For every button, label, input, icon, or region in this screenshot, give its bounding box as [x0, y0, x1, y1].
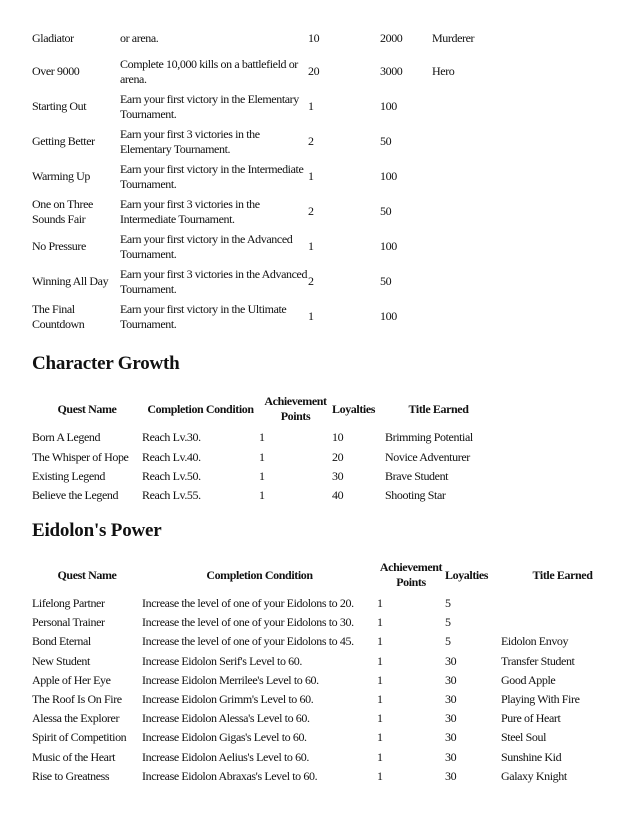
cell-name: Starting Out: [32, 99, 87, 113]
cell-name: Born A Legend: [32, 430, 101, 445]
cell-name: Lifelong Partner: [32, 596, 105, 611]
cell-title: Steel Soul: [501, 730, 547, 745]
cell-points: 1: [377, 653, 383, 668]
cell-loyalties: 5: [445, 596, 451, 611]
cell-loyalties: 5: [445, 634, 451, 649]
table-header-row: [32, 556, 624, 594]
cell-loyalties: 40: [332, 488, 344, 503]
cell-name: Existing Legend: [32, 468, 105, 483]
cell-title: Shooting Star: [385, 488, 446, 503]
cell-loyalties: 20: [332, 449, 344, 464]
cell-points: 1: [377, 672, 383, 687]
table-row: [32, 767, 624, 786]
cell-condition: Reach Lv.40.: [142, 449, 201, 464]
cell-condition: Complete 10,000 kills on a battlefield or arena.: [120, 56, 298, 86]
cell-points: 10: [308, 30, 320, 45]
cell-condition: Increase Eidolon Abraxas's Level to 60.: [142, 768, 318, 783]
cell-condition: Increase Eidolon Aelius's Level to 60.: [142, 749, 309, 764]
cell-condition: Increase Eidolon Gigas's Level to 60.: [142, 730, 307, 745]
cell-condition: Earn your first victory in the Intermediate Tournament.: [120, 161, 304, 191]
cell-condition: Reach Lv.30.: [142, 430, 201, 445]
cell-points: 1: [377, 615, 383, 630]
table-row: [32, 194, 622, 229]
cell-points: 1: [259, 430, 265, 445]
cell-points: 2: [308, 274, 314, 288]
header-quest-name: Quest Name: [57, 567, 117, 582]
quest-table-eidolons-power-body: [32, 594, 624, 786]
header-loyalties: Loyalties: [332, 401, 376, 416]
cell-points: 1: [377, 711, 383, 726]
quest-table-character-growth-body: [32, 428, 492, 506]
cell-loyalties: 5: [445, 615, 451, 630]
cell-title: [432, 299, 622, 334]
table-row: [32, 486, 492, 505]
cell-points: 2: [308, 134, 314, 148]
cell-name: No Pressure: [32, 239, 86, 253]
cell-loyalties: 30: [445, 768, 457, 783]
cell-condition: Increase the level of one of your Eidolons to 45.: [142, 634, 354, 649]
header-completion-condition: Completion Condition: [147, 401, 254, 416]
cell-condition: or arena.: [120, 30, 159, 45]
table-row: [32, 709, 624, 728]
cell-condition: Increase the level of one of your Eidolons to 20.: [142, 596, 354, 611]
table-row: [32, 632, 624, 651]
cell-title: Pure of Heart: [501, 711, 561, 726]
cell-loyalties: 100: [380, 99, 397, 113]
cell-title: Playing With Fire: [501, 692, 580, 707]
table-row: [32, 124, 622, 159]
cell-title: Sunshine Kid: [501, 749, 562, 764]
cell-loyalties: 100: [380, 309, 397, 323]
cell-condition: Earn your first 3 victories in the Advanced Tournament.: [120, 266, 308, 296]
cell-name: Winning All Day: [32, 274, 109, 288]
cell-points: 1: [377, 634, 383, 649]
cell-name: New Student: [32, 653, 90, 668]
cell-condition: Earn your first victory in the Advanced Tournament.: [120, 231, 293, 261]
cell-name: Personal Trainer: [32, 615, 105, 630]
cell-title: Hero: [432, 64, 455, 78]
table-row: [32, 159, 622, 194]
cell-points: 1: [377, 749, 383, 764]
table-row: [32, 229, 622, 264]
cell-points: 1: [259, 449, 265, 464]
cell-title: Eidolon Envoy: [501, 634, 569, 649]
cell-name: The Final Countdown: [32, 301, 85, 331]
cell-loyalties: 30: [332, 468, 344, 483]
cell-title: [432, 194, 622, 229]
cell-title: Transfer Student: [501, 653, 575, 668]
cell-loyalties: 30: [445, 711, 457, 726]
header-loyalties: Loyalties: [445, 567, 489, 582]
cell-name: Gladiator: [32, 30, 74, 45]
cell-title: Galaxy Knight: [501, 768, 567, 783]
cell-points: 1: [308, 99, 314, 113]
cell-name: Music of the Heart: [32, 749, 116, 764]
quest-table-character-growth: [32, 390, 492, 506]
quest-table-battle-body: [32, 22, 622, 334]
cell-condition: Increase Eidolon Merrilee's Level to 60.: [142, 672, 319, 687]
cell-loyalties: 30: [445, 730, 457, 745]
cell-loyalties: 30: [445, 749, 457, 764]
cell-condition: Reach Lv.50.: [142, 468, 201, 483]
cell-loyalties: 30: [445, 692, 457, 707]
cell-points: 1: [377, 692, 383, 707]
cell-name: One on Three Sounds Fair: [32, 196, 93, 226]
cell-loyalties: 50: [380, 274, 392, 288]
table-row: [32, 728, 624, 747]
cell-loyalties: 30: [445, 672, 457, 687]
cell-name: Believe the Legend: [32, 488, 119, 503]
cell-condition: Earn your first victory in the Elementary Tournament.: [120, 91, 299, 121]
cell-title: Novice Adventurer: [385, 449, 470, 464]
quest-table-eidolons-power: [32, 556, 624, 786]
cell-points: 1: [308, 239, 314, 253]
cell-loyalties: 100: [380, 169, 397, 183]
table-row: [32, 748, 624, 767]
cell-points: 1: [377, 730, 383, 745]
table-row: [32, 613, 624, 632]
table-row: [32, 89, 622, 124]
cell-condition: Earn your first victory in the Ultimate Tournament.: [120, 301, 287, 331]
cell-name: The Roof Is On Fire: [32, 692, 122, 707]
cell-points: 1: [259, 488, 265, 503]
cell-title: Murderer: [432, 30, 475, 45]
cell-name: Apple of Her Eye: [32, 672, 111, 687]
table-row: [32, 671, 624, 690]
cell-condition: Increase Eidolon Serif's Level to 60.: [142, 653, 302, 668]
cell-condition: Earn your first 3 victories in the Intermediate Tournament.: [120, 196, 260, 226]
cell-points: 20: [308, 64, 320, 78]
table-row: [32, 428, 492, 447]
cell-points: 1: [308, 169, 314, 183]
header-achievement-points: Achievement Points: [379, 560, 443, 589]
cell-condition: Reach Lv.55.: [142, 488, 201, 503]
cell-title: Brave Student: [385, 468, 449, 483]
table-row: [32, 264, 622, 299]
table-row: [32, 22, 622, 54]
cell-points: 2: [308, 204, 314, 218]
section-heading-eidolons-power: Eidolon's Power: [32, 520, 162, 541]
cell-loyalties: 10: [332, 430, 344, 445]
cell-name: The Whisper of Hope: [32, 449, 129, 464]
header-achievement-points: Achievement Points: [264, 394, 327, 423]
cell-loyalties: 30: [445, 653, 457, 668]
cell-condition: Increase the level of one of your Eidolons to 30.: [142, 615, 354, 630]
cell-title: Good Apple: [501, 672, 556, 687]
header-quest-name: Quest Name: [57, 401, 117, 416]
header-completion-condition: Completion Condition: [206, 567, 313, 582]
cell-title: [432, 124, 622, 159]
cell-condition: Earn your first 3 victories in the Elementary Tournament.: [120, 126, 260, 156]
cell-name: Alessa the Explorer: [32, 711, 120, 726]
cell-points: 1: [377, 596, 383, 611]
cell-title: [432, 89, 622, 124]
cell-title: [501, 613, 624, 632]
cell-title: Brimming Potential: [385, 430, 473, 445]
cell-points: 1: [377, 768, 383, 783]
cell-points: 1: [259, 468, 265, 483]
table-row: [32, 690, 624, 709]
cell-points: 1: [308, 309, 314, 323]
quest-table-battle: [32, 22, 622, 334]
cell-condition: Increase Eidolon Alessa's Level to 60.: [142, 711, 310, 726]
cell-name: Rise to Greatness: [32, 768, 110, 783]
table-row: [32, 467, 492, 486]
cell-loyalties: 50: [380, 134, 392, 148]
cell-title: [432, 264, 622, 299]
cell-name: Over 9000: [32, 64, 80, 78]
table-row: [32, 652, 624, 671]
cell-loyalties: 3000: [380, 64, 403, 78]
cell-title: [501, 594, 624, 613]
header-title-earned: Title Earned: [408, 401, 469, 416]
cell-title: [432, 159, 622, 194]
cell-loyalties: 100: [380, 239, 397, 253]
table-row: [32, 299, 622, 334]
cell-name: Bond Eternal: [32, 634, 91, 649]
cell-name: Getting Better: [32, 134, 95, 148]
cell-name: Warming Up: [32, 169, 91, 183]
table-header-row: [32, 390, 492, 428]
cell-title: [432, 229, 622, 264]
cell-loyalties: 2000: [380, 30, 403, 45]
header-title-earned: Title Earned: [532, 567, 593, 582]
table-row: [32, 594, 624, 613]
cell-name: Spirit of Competition: [32, 730, 127, 745]
cell-loyalties: 50: [380, 204, 392, 218]
cell-condition: Increase Eidolon Grimm's Level to 60.: [142, 692, 314, 707]
table-row: [32, 54, 622, 89]
table-row: [32, 447, 492, 466]
section-heading-character-growth: Character Growth: [32, 353, 180, 374]
